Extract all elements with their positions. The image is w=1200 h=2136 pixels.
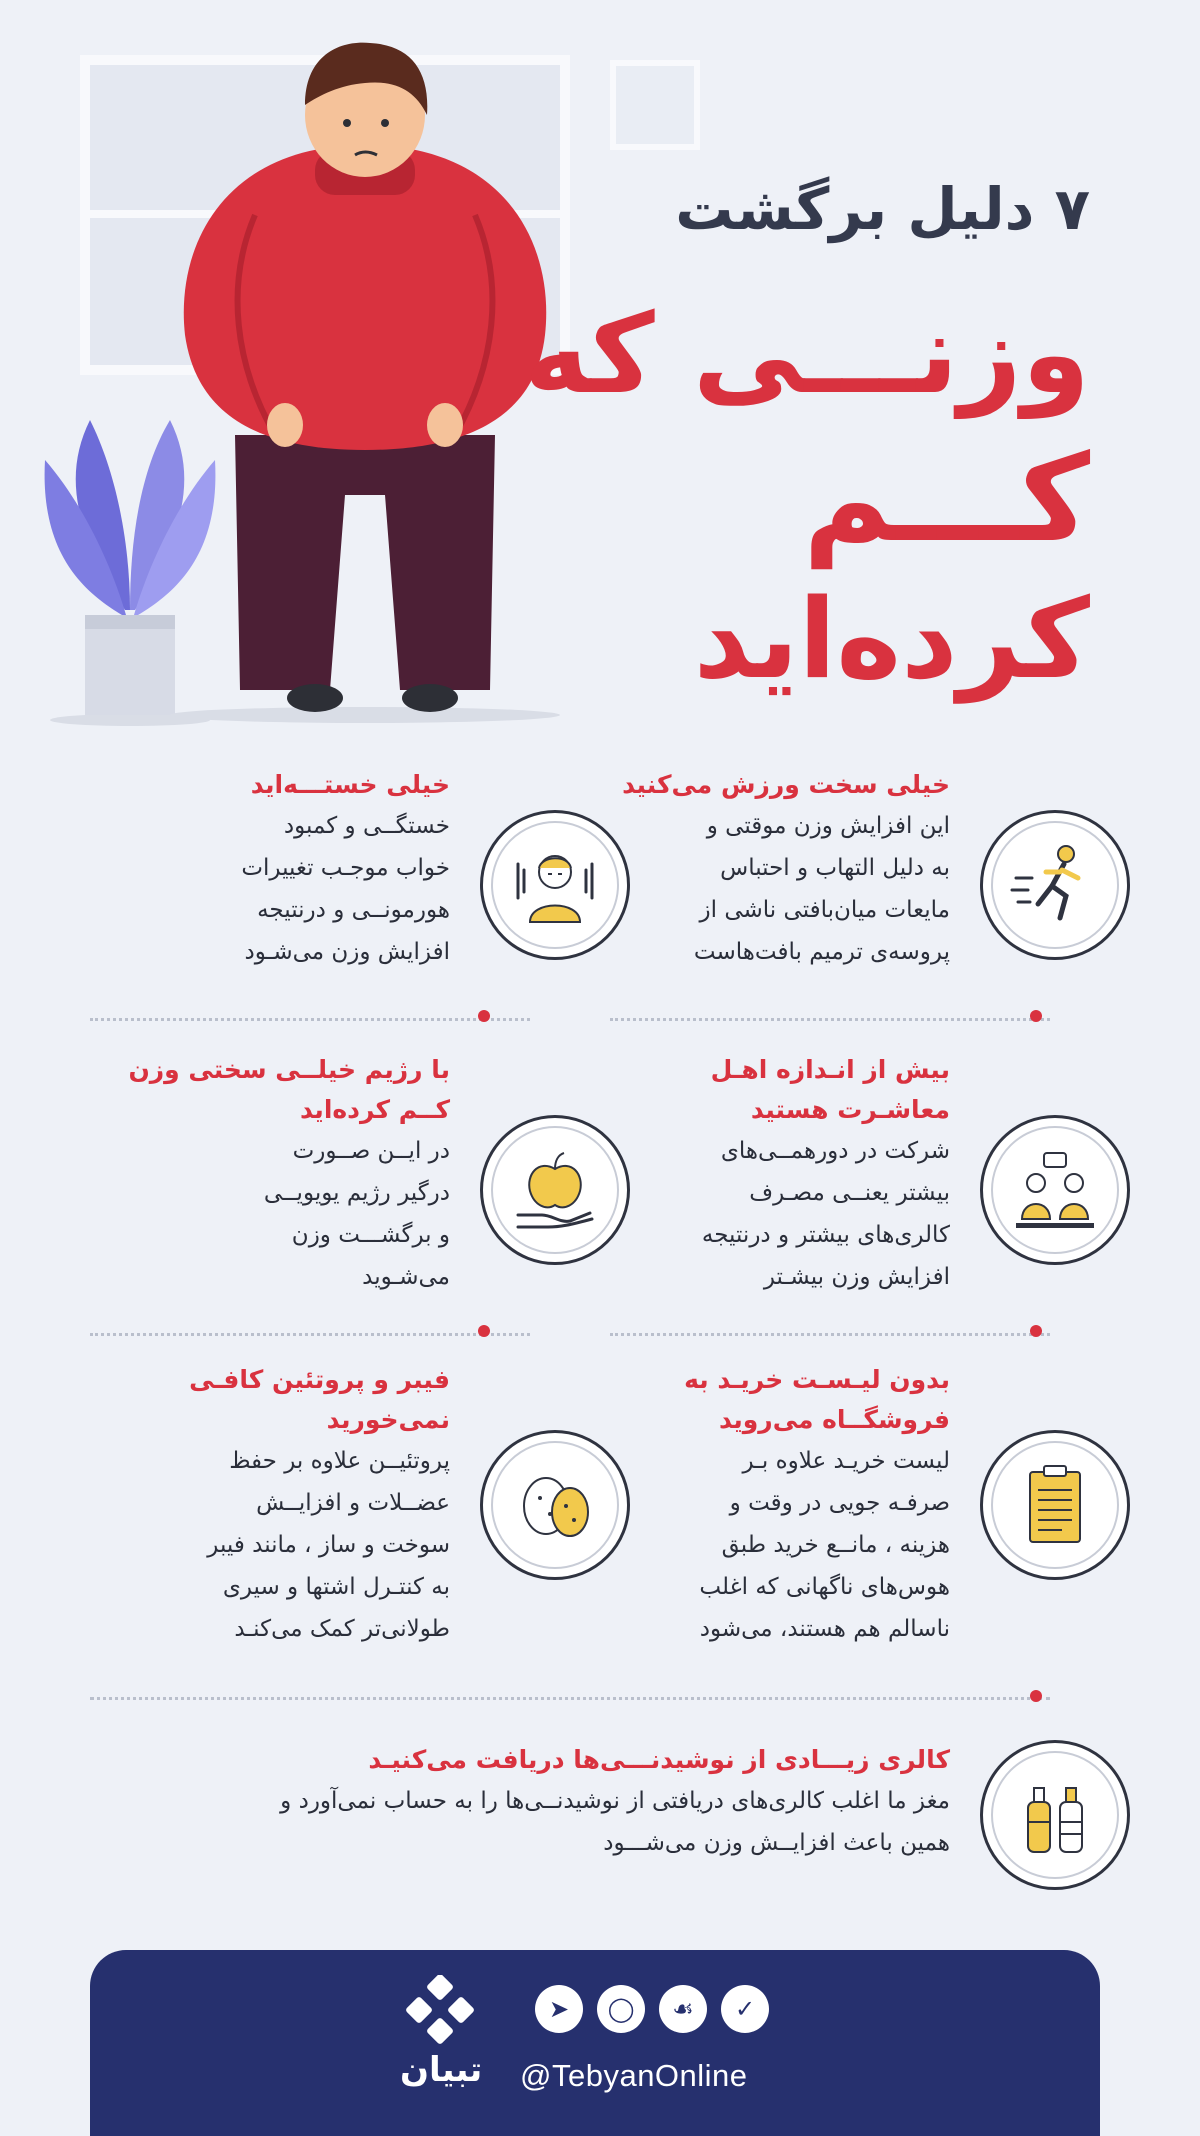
tip-title: خیلی سخت ورزش می‌کنید	[622, 770, 950, 799]
tip-body: شرکت در دورهمــی‌های بیشتر یعنــی مصـرف کالری‌های بیشتر و درنتیجه افزایش وزن بیشـتر	[701, 1138, 950, 1290]
section-divider	[90, 1697, 1050, 1700]
tip-icon-circle	[480, 1430, 630, 1580]
tip-item-protein	[110, 1360, 630, 1650]
tip-body: این افزایش وزن موقتی و به دلیل التهاب و احتباس مایعات میان‌بافتی ناشی از پروسه‌ی ترمیم بافت‌هاست	[693, 813, 950, 965]
wall-frame-illustration	[610, 60, 700, 150]
section-divider	[90, 1018, 530, 1021]
section-divider	[90, 1333, 530, 1336]
tip-item-shopping	[610, 1360, 1130, 1650]
overweight-man-illustration	[165, 35, 565, 725]
tip-title: کالری زیـــادی از نوشیدنـــی‌ها دریافت می‌کنیـد	[368, 1745, 950, 1774]
brand-name: تبیان	[400, 2050, 483, 2090]
section-dot	[478, 1010, 490, 1022]
tip-icon-circle	[980, 1740, 1130, 1890]
tip-icon-circle	[980, 1115, 1130, 1265]
tip-title: بدون لیـسـت خریـد به فروشگــاه می‌روید	[684, 1365, 950, 1434]
tip-item-tired	[110, 765, 630, 973]
tip-body: مغز ما اغلب کالری‌های دریافتی از نوشیدنــی‌ها را به حساب نمی‌آورد و همین باعث افزایــش وزن می‌شـــود	[280, 1788, 950, 1856]
tip-title: خیلی خستـــه‌اید	[250, 770, 450, 799]
section-dot	[478, 1325, 490, 1337]
title-line-1: ۷ دلیل برگشت	[675, 175, 1090, 243]
social-icons	[535, 1985, 769, 2033]
tip-item-exercise	[610, 765, 1130, 973]
tip-icon-circle	[980, 810, 1130, 960]
title-line-2: وزنـــی که	[523, 290, 1090, 418]
verified-icon[interactable]: ✓	[721, 1985, 769, 2033]
instagram-icon[interactable]: ◯	[597, 1985, 645, 2033]
section-dot	[1030, 1325, 1042, 1337]
title-line-3: کـــم	[803, 430, 1090, 569]
shopping-list-icon	[1008, 1458, 1102, 1552]
telegram-icon[interactable]: ➤	[535, 1985, 583, 2033]
tip-title: فیبر و پروتئین کافـی نمی‌خورید	[189, 1365, 450, 1434]
tip-body: خستگــی و کمبود خواب موجـب تغییرات هورمونــی و درنتیجه افزایش وزن می‌شـود	[241, 813, 450, 965]
footer-bar	[90, 1950, 1100, 2136]
tip-item-diet	[110, 1050, 630, 1298]
tip-item-social	[610, 1050, 1130, 1298]
tip-title: بیش از انـدازه اهـل معاشـرت هستید	[710, 1055, 950, 1124]
tip-icon-circle	[480, 1115, 630, 1265]
drink-bottles-icon	[1008, 1768, 1102, 1862]
section-divider	[610, 1018, 1050, 1021]
tip-title: با رژیم خیلــی سختی وزن کــم کرده‌اید	[128, 1055, 450, 1124]
apple-in-hand-icon	[508, 1143, 602, 1237]
title-line-4: کرده‌اید	[693, 575, 1090, 703]
tip-body: در ایــن صــورت درگیر رژیم یویویــی و برگشـــت وزن می‌شـوید	[263, 1138, 450, 1290]
tip-body: پروتئیــن علاوه بر حفظ عضــلات و افزایــش سوخت و ساز ، مانند فیبر به کنتـرل اشتها و سیری طولانی‌تر کمک می‌کنـد	[207, 1448, 450, 1642]
section-dot	[1030, 1690, 1042, 1702]
social-handle[interactable]: @TebyanOnline	[520, 2058, 748, 2093]
tip-icon-circle	[480, 810, 630, 960]
tip-icon-circle	[980, 1430, 1130, 1580]
potatoes-icon	[508, 1458, 602, 1552]
tired-person-icon	[508, 838, 602, 932]
running-man-icon	[1008, 838, 1102, 932]
tip-body: لیست خریـد علاوه بـر صرفـه جویی در وقت و هزینه ، مانــع خرید طبق هوس‌های ناگهانی که اغلب ناسالم هم هستند، می‌شود	[699, 1448, 950, 1642]
tebyan-logo-icon	[405, 1975, 475, 2045]
section-dot	[1030, 1010, 1042, 1022]
section-divider	[610, 1333, 1050, 1336]
people-chatting-icon	[1008, 1143, 1102, 1237]
tip-item-drinks	[90, 1740, 1130, 1864]
twitter-icon[interactable]: ☙	[659, 1985, 707, 2033]
